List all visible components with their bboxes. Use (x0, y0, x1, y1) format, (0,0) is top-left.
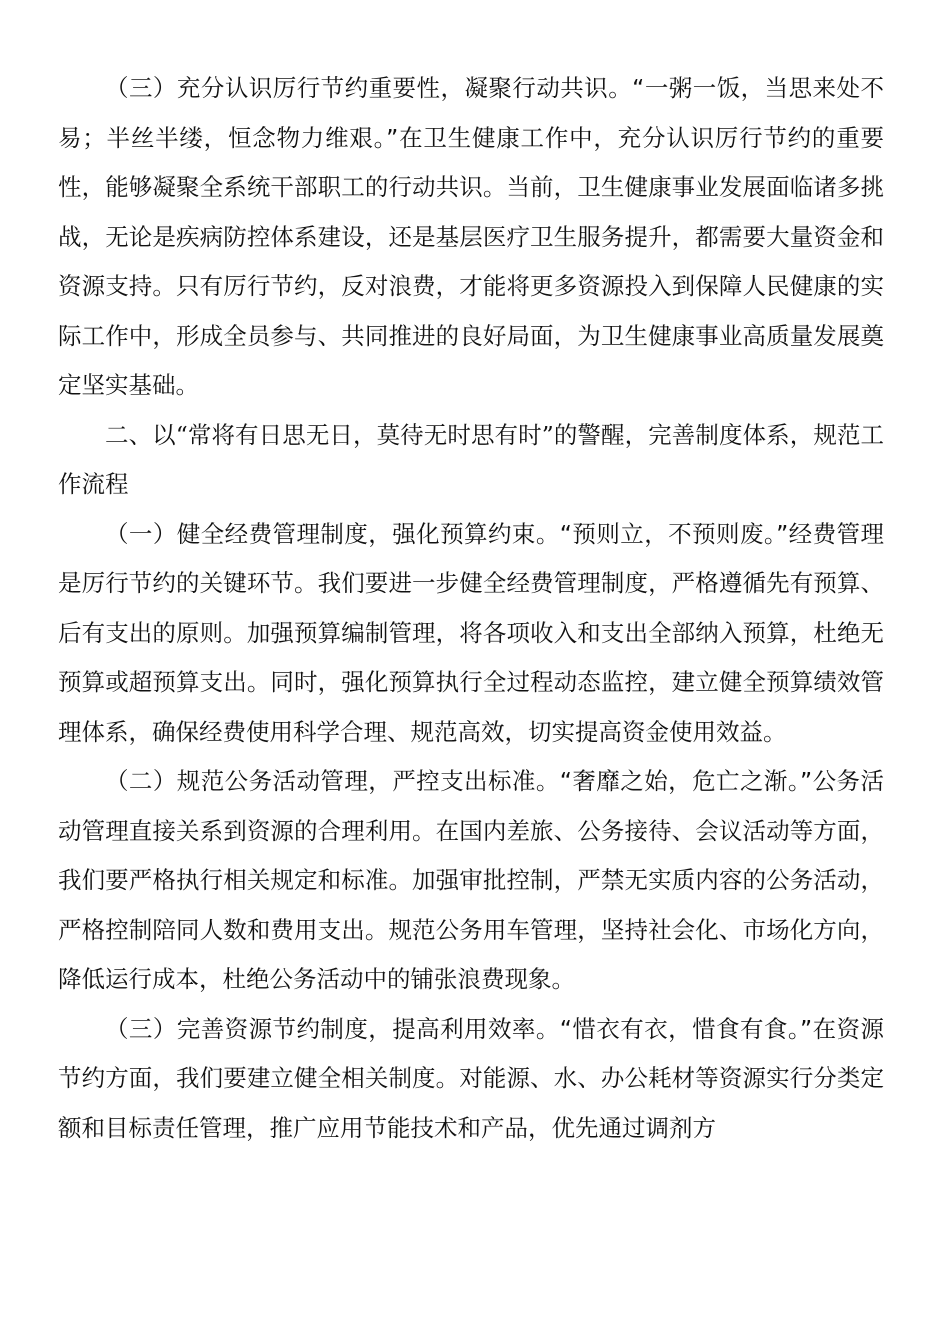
paragraph-frugality-importance: （三）充分认识厉行节约重要性，凝聚行动共识。“一粥一饭，当思来处不易；半丝半缕，恒念物力维艰。”在卫生健康工作中，充分认识厉行节约的重要性，能够凝聚全系统干部职工的行动共识。当前，卫生健康事业发展面临诸多挑战，无论是疾病防控体系建设，还是基层医疗卫生服务提升，都需要大量资金和资源支持。只有厉行节约，反对浪费，才能将更多资源投入到保障人民健康的实际工作中，形成全员参与、共同推进的良好局面，为卫生健康事业高质量发展奠定坚实基础。 (58, 74, 884, 399)
section-heading-two: 二、以“常将有日思无日，莫待无时思有时”的警醒，完善制度体系，规范工作流程 (58, 420, 884, 498)
document-page (58, 64, 884, 1153)
paragraph-fund-management: （一）健全经费管理制度，强化预算约束。“预则立，不预则废。”经费管理是厉行节约的关键环节。我们要进一步健全经费管理制度，严格遵循先有预算、后有支出的原则。加强预算编制管理，将各项收入和支出全部纳入预算，杜绝无预算或超预算支出。同时，强化预算执行全过程动态监控，建立健全预算绩效管理体系，确保经费使用科学合理、规范高效，切实提高资金使用效益。 (58, 519, 884, 746)
paragraph-resource-saving: （三）完善资源节约制度，提高利用效率。“惜衣有衣，惜食有食。”在资源节约方面，我们要建立健全相关制度。对能源、水、办公耗材等资源实行分类定额和目标责任管理，推广应用节能技术和产品，优先通过调剂方 (58, 1014, 884, 1142)
paragraph-official-activities: （二）规范公务活动管理，严控支出标准。“奢靡之始，危亡之渐。”公务活动管理直接关系到资源的合理利用。在国内差旅、公务接待、会议活动等方面，我们要严格执行相关规定和标准。加强审批控制，严禁无实质内容的公务活动，严格控制陪同人数和费用支出。规范公务用车管理，坚持社会化、市场化方向，降低运行成本，杜绝公务活动中的铺张浪费现象。 (58, 767, 884, 993)
